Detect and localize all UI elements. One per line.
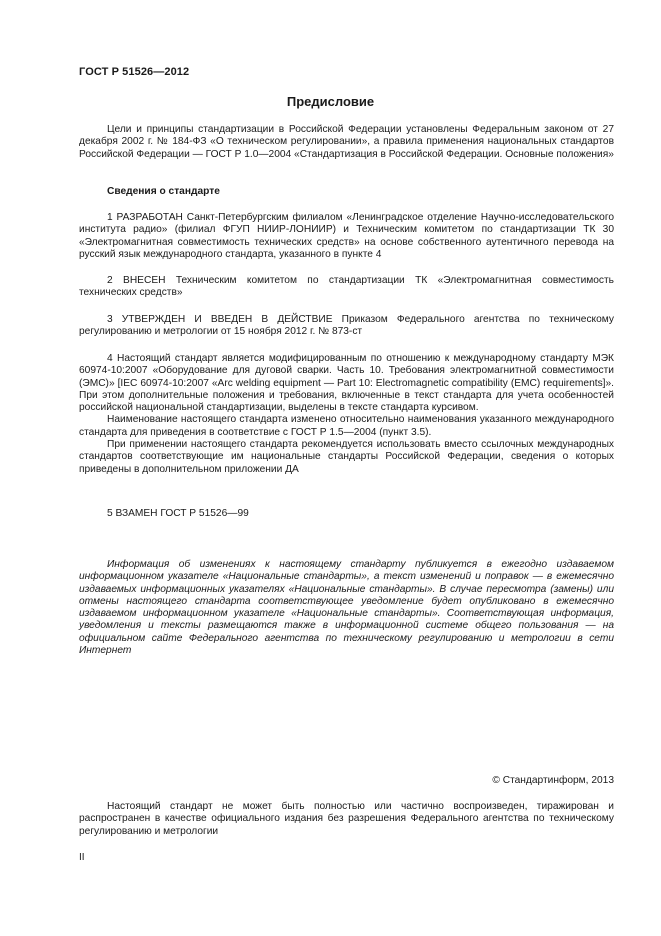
item-3-block	[79, 314, 614, 339]
intro-paragraph-block	[79, 124, 614, 161]
info-notice-paragraph: Информация об изменениях к настоящему стандарту публикуется в ежегодно издаваемом информационном указателе «Национальные стандарты», а текст изменений и поправок — в ежемесячно издаваемых информационных указателях «Национальные стандарты». В случае пересмотра (замены) или отмены настоящего стандарта соответствующее уведомление будет опубликовано в ежемесячно издаваемом информационном указателе «Национальные стандарты». Соответствующая информация, уведомления и тексты размещаются также в информационной системе общего пользования — на официальном сайте Федерального агентства по техническому регулированию и метрологии в сети Интернет	[79, 559, 614, 657]
info-notice-block	[79, 559, 614, 657]
item-2-block	[79, 275, 614, 300]
intro-paragraph: Цели и принципы стандартизации в Российской Федерации установлены Федеральным законом от 27 декабря 2002 г. № 184-ФЗ «О техническом регулировании», а правила применения национальных стандартов Российской Федерации — ГОСТ Р 1.0—2004 «Стандартизация в Российской Федерации. Основные положения»	[79, 124, 614, 160]
item-1-paragraph: 1 РАЗРАБОТАН Санкт-Петербургским филиалом «Ленинградское отделение Научно-исследовательского института радио» (филиал ФГУП НИИР-ЛОНИИР) и Техническим комитетом по стандартизации ТК 30 «Электромагнитная совместимость технических средств» на основе собственного аутентичного перевода на русский язык международного стандарта, указанного в пункте 4	[79, 212, 614, 260]
section-subheading: Сведения о стандарте	[107, 186, 220, 197]
item-4-paragraph-1: 4 Настоящий стандарт является модифицированным по отношению к международному стандарту МЭК 60974-10:2007 «Оборудование для дуговой сварки. Часть 10. Требования электромагнитной совместимости (ЭМС)» [IEC 60974-10:2007 «Arc welding equipment — Part 10: Electromagnetic compatibility (EMC) requirements]». При этом дополнительные положения и требования, включенные в текст стандарта для учета особенностей российской национальной стандартизации, выделены в тексте стандарта курсивом.	[79, 353, 614, 414]
standard-code-header: ГОСТ Р 51526—2012	[79, 66, 190, 78]
rights-notice-paragraph: Настоящий стандарт не может быть полностью или частично воспроизведен, тиражирован и распространен в качестве официального издания без разрешения Федерального агентства по техническому регулированию и метрологии	[79, 801, 614, 837]
item-4-paragraph-2: Наименование настоящего стандарта изменено относительно наименования указанного международного стандарта для приведения в соответствие с ГОСТ Р 1.5—2004 (пункт 3.5).	[79, 414, 614, 438]
page-number: II	[79, 852, 85, 863]
item-4-paragraph-3: При применении настоящего стандарта рекомендуется использовать вместо ссылочных международных стандартов соответствующие им национальные стандарты Российской Федерации, сведения о которых приведены в дополнительном приложении ДА	[79, 439, 614, 475]
rights-notice-block	[79, 801, 614, 838]
item-2-paragraph: 2 ВНЕСЕН Техническим комитетом по стандартизации ТК «Электромагнитная совместимость технических средств»	[79, 275, 614, 299]
item-4-block	[79, 353, 614, 476]
item-5-paragraph: 5 ВЗАМЕН ГОСТ Р 51526—99	[107, 508, 249, 519]
item-5-block	[79, 508, 614, 520]
item-3-paragraph: 3 УТВЕРЖДЕН И ВВЕДЕН В ДЕЙСТВИЕ Приказом Федерального агентства по техническому регулированию и метрологии от 15 ноября 2012 г. № 873-ст	[79, 314, 614, 338]
page-title: Предисловие	[286, 94, 375, 109]
item-1-block	[79, 212, 614, 261]
copyright-line: © Стандартинформ, 2013	[492, 775, 614, 786]
